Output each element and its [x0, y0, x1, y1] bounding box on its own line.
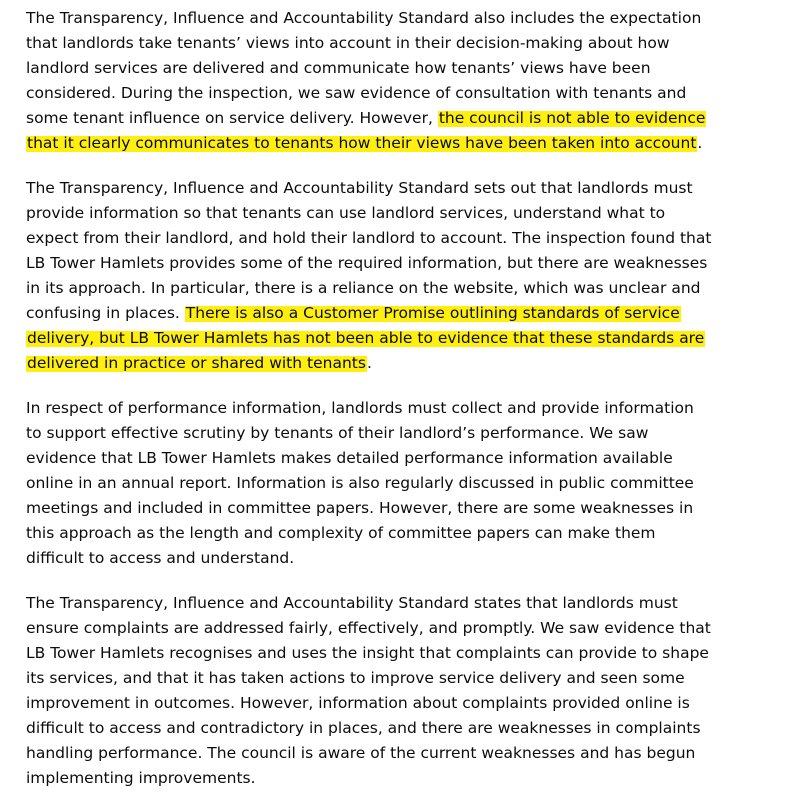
- paragraph-complaints: [26, 591, 773, 791]
- text-run: landlord services are delivered and communicate how tenants’ views have been: [26, 59, 651, 77]
- text-line: [26, 276, 773, 301]
- text-run: In respect of performance information, landlords must collect and provide information: [26, 399, 694, 417]
- text-run: ensure complaints are addressed fairly, effectively, and promptly. We saw evidence that: [26, 619, 711, 637]
- text-run: .: [697, 134, 703, 152]
- text-run: provide information so that tenants can use landlord services, understand what to: [26, 204, 666, 222]
- text-run: The Transparency, Influence and Accountability Standard states that landlords must: [26, 594, 678, 612]
- text-line: [26, 351, 773, 376]
- text-line: [26, 421, 773, 446]
- highlighted-text: delivered in practice or shared with tenants: [27, 354, 366, 372]
- text-run: this approach as the length and complexity of committee papers can make them: [26, 524, 656, 542]
- text-run: online in an annual report. Information is also regularly discussed in public committee: [26, 474, 694, 492]
- text-line: [26, 201, 773, 226]
- text-line: [26, 56, 773, 81]
- text-run: improvement in outcomes. However, information about complaints provided online is: [26, 694, 690, 712]
- text-run: expect from their landlord, and hold their landlord to account. The inspection found that: [26, 229, 712, 247]
- highlighted-text: that it clearly communicates to tenants how their views have been taken into account: [27, 134, 697, 152]
- text-line: [26, 471, 773, 496]
- text-run: considered. During the inspection, we saw evidence of consultation with tenants and: [26, 84, 687, 102]
- text-line: [26, 396, 773, 421]
- text-line: [26, 226, 773, 251]
- text-line: [26, 176, 773, 201]
- highlighted-text: the council is not able to evidence: [438, 109, 706, 127]
- text-line: [26, 591, 773, 616]
- text-run: some tenant influence on service delivery. However,: [26, 109, 438, 127]
- text-run: in its approach. In particular, there is a reliance on the website, which was unclear and: [26, 279, 701, 297]
- text-run: to support effective scrutiny by tenants of their landlord’s performance. We saw: [26, 424, 649, 442]
- text-line: [26, 31, 773, 56]
- text-line: [26, 641, 773, 666]
- text-line: [26, 666, 773, 691]
- text-run: evidence that LB Tower Hamlets makes detailed performance information available: [26, 449, 673, 467]
- text-line: [26, 326, 773, 351]
- text-run: LB Tower Hamlets recognises and uses the insight that complaints can provide to shape: [26, 644, 709, 662]
- text-line: [26, 521, 773, 546]
- text-line: [26, 81, 773, 106]
- highlighted-text: There is also a Customer Promise outlining standards of service: [185, 304, 680, 322]
- text-run: The Transparency, Influence and Accountability Standard sets out that landlords must: [26, 179, 693, 197]
- text-run: meetings and included in committee papers. However, there are some weaknesses in: [26, 499, 694, 517]
- text-line: [26, 741, 773, 766]
- text-run: difficult to access and understand.: [26, 549, 295, 567]
- text-line: [26, 691, 773, 716]
- paragraph-information: [26, 176, 773, 376]
- text-run: confusing in places.: [26, 304, 185, 322]
- paragraph-performance: [26, 396, 773, 571]
- text-run: its services, and that it has taken actions to improve service delivery and seen some: [26, 669, 685, 687]
- text-line: [26, 251, 773, 276]
- text-line: [26, 546, 773, 571]
- text-line: [26, 301, 773, 326]
- text-line: [26, 496, 773, 521]
- text-run: handling performance. The council is aware of the current weaknesses and has begun: [26, 744, 696, 762]
- text-line: [26, 131, 773, 156]
- text-line: [26, 6, 773, 31]
- text-run: The Transparency, Influence and Accountability Standard also includes the expectation: [26, 9, 702, 27]
- paragraph-consultation: [26, 6, 773, 156]
- text-run: that landlords take tenants’ views into account in their decision-making about how: [26, 34, 670, 52]
- text-line: [26, 766, 773, 791]
- text-line: [26, 446, 773, 471]
- text-line: [26, 716, 773, 741]
- text-run: .: [366, 354, 372, 372]
- text-run: implementing improvements.: [26, 769, 256, 787]
- highlighted-text: delivery, but LB Tower Hamlets has not been able to evidence that these standards are: [27, 329, 705, 347]
- text-line: [26, 616, 773, 641]
- text-run: difficult to access and contradictory in places, and there are weaknesses in complaints: [26, 719, 701, 737]
- text-line: [26, 106, 773, 131]
- text-run: LB Tower Hamlets provides some of the required information, but there are weaknesses: [26, 254, 708, 272]
